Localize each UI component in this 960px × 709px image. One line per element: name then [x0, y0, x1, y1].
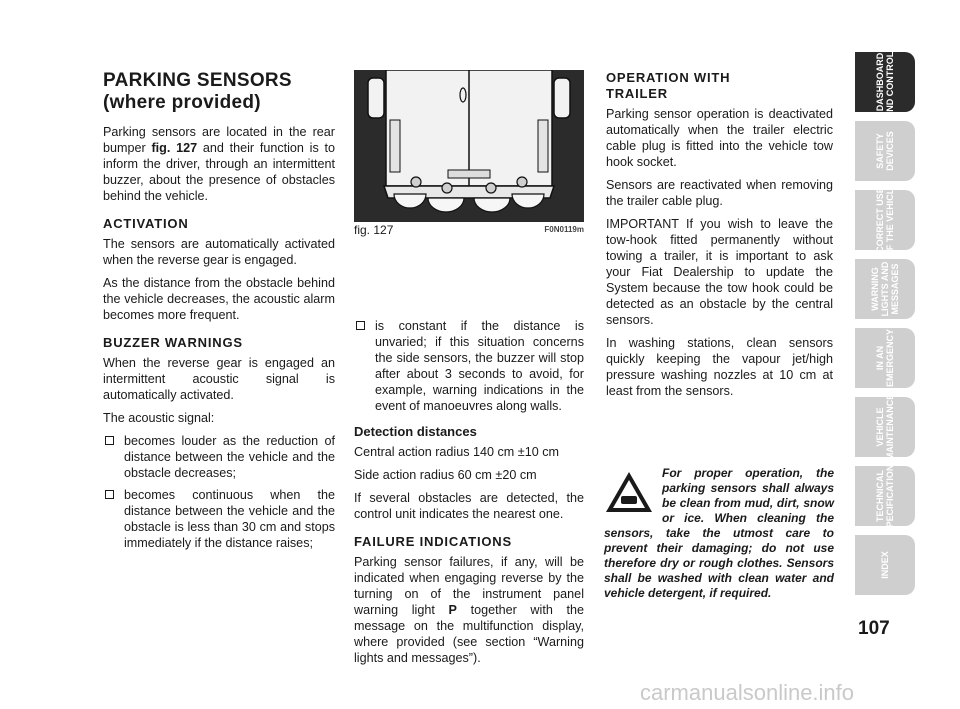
detection-central: Central action radius 140 cm ±10 cm: [354, 445, 560, 459]
warning-triangle-icon: [604, 470, 654, 514]
trailer-paragraph-3: IMPORTANT If you wish to leave the tow-hook fitted permanently without towing a trailer, it is important to ask your Fiat Dealership to update the System because the tow hook could be detected as an obstacle by the central sensors.: [606, 217, 833, 327]
activation-paragraph-2: As the distance from the obstacle behind the vehicle decreases, the acoustic alarm becomes more frequent.: [103, 276, 335, 322]
tab-vehicle-maintenance[interactable]: VEHICLE MAINTENANCE: [855, 397, 915, 457]
failure-paragraph: Parking sensor failures, if any, will be indicated when engaging reverse by the turning on of the instrument panel warning light P together with the message on the multifunction display, where provided (see section “Warning lights and messages”).: [354, 555, 584, 665]
rear-bumper-figure: [354, 70, 584, 222]
watermark: carmanualsonline.info: [640, 680, 855, 705]
buzzer-paragraph-1: When the reverse gear is engaged an intermittent acoustic signal is automatically activated.: [103, 356, 335, 402]
list-item: becomes louder as the reduction of distance between the vehicle and the obstacle decreases;: [103, 433, 335, 481]
tab-dashboard-and-controls[interactable]: DASHBOARD AND CONTROLS: [855, 52, 915, 112]
page-number: 107: [858, 618, 890, 639]
buzzer-list: [103, 433, 335, 551]
column-right: [606, 70, 833, 406]
list-item: becomes continuous when the distance between the vehicle and the obstacle is less than 30 cm and stops immediately if the distance raises;: [103, 487, 335, 551]
detection-side: Side action radius 60 cm ±20 cm: [354, 468, 537, 482]
detection-paragraph: If several obstacles are detected, the control unit indicates the nearest one.: [354, 491, 584, 521]
tab-correct-use[interactable]: CORRECT USE OF THE VEHICLE: [855, 190, 915, 250]
tab-warning-lights[interactable]: WARNING LIGHTS AND MESSAGES: [855, 259, 915, 319]
buzzer-paragraph-2: The acoustic signal:: [103, 411, 215, 425]
buzzer-heading: BUZZER WARNINGS: [103, 335, 243, 350]
page-title: PARKING SENSORS (where provided): [103, 70, 292, 113]
figure-reference: fig. 127: [151, 141, 198, 155]
trailer-heading: OPERATION WITH TRAILER: [606, 70, 731, 101]
figure-caption: fig. 127 F0N0119m: [354, 223, 584, 237]
column-left: [103, 70, 335, 557]
warning-box: [604, 466, 834, 601]
warning-text: For proper operation, the parking sensors shall always be clean from mud, dirt, snow or ice. When cleaning the sensors, take the utmost care to prevent their damaging; do not use therefore dry or rough clothes. Sensors shall be washed with clean water and vehicle detergent, if required.: [604, 466, 834, 600]
tab-safety-devices[interactable]: SAFETY DEVICES: [855, 121, 915, 181]
activation-paragraph-1: The sensors are automatically activated when the reverse gear is engaged.: [103, 237, 335, 267]
figure-code: F0N0119m: [544, 225, 584, 234]
trailer-paragraph-2: Sensors are reactivated when removing the trailer cable plug.: [606, 178, 833, 208]
tab-in-an-emergency[interactable]: IN AN EMERGENCY: [855, 328, 915, 388]
tab-technical-specifications[interactable]: TECHNICAL SPECIFICATIONS: [855, 466, 915, 526]
list-item: is constant if the distance is unvaried; if this situation concerns the side sensors, the buzzer will stop after about 3 seconds to avoid, for example, warning indications in the event of manoeuvres along walls.: [354, 318, 584, 414]
intro-paragraph: Parking sensors are located in the rear bumper fig. 127 and their function is to inform the driver, through an intermittent buzzer, about the presence of obstacles behind the vehicle.: [103, 125, 336, 203]
parking-sensor-warning-icon: P: [448, 603, 457, 617]
column-middle: [354, 318, 584, 673]
section-tabs: [855, 45, 915, 604]
failure-heading: FAILURE INDICATIONS: [354, 534, 512, 549]
van-rear-illustration: [354, 70, 584, 222]
trailer-paragraph-1: Parking sensor operation is deactivated automatically when the trailer electric cable plug is fitted into the vehicle tow hook socket.: [606, 107, 833, 169]
tab-index[interactable]: INDEX: [855, 535, 915, 595]
buzzer-list-continued: [354, 318, 584, 414]
activation-heading: ACTIVATION: [103, 216, 189, 231]
trailer-paragraph-4: In washing stations, clean sensors quickly keeping the vapour jet/high pressure washing nozzles at 10 cm at least from the sensors.: [606, 336, 833, 398]
detection-heading: Detection distances: [354, 424, 477, 439]
